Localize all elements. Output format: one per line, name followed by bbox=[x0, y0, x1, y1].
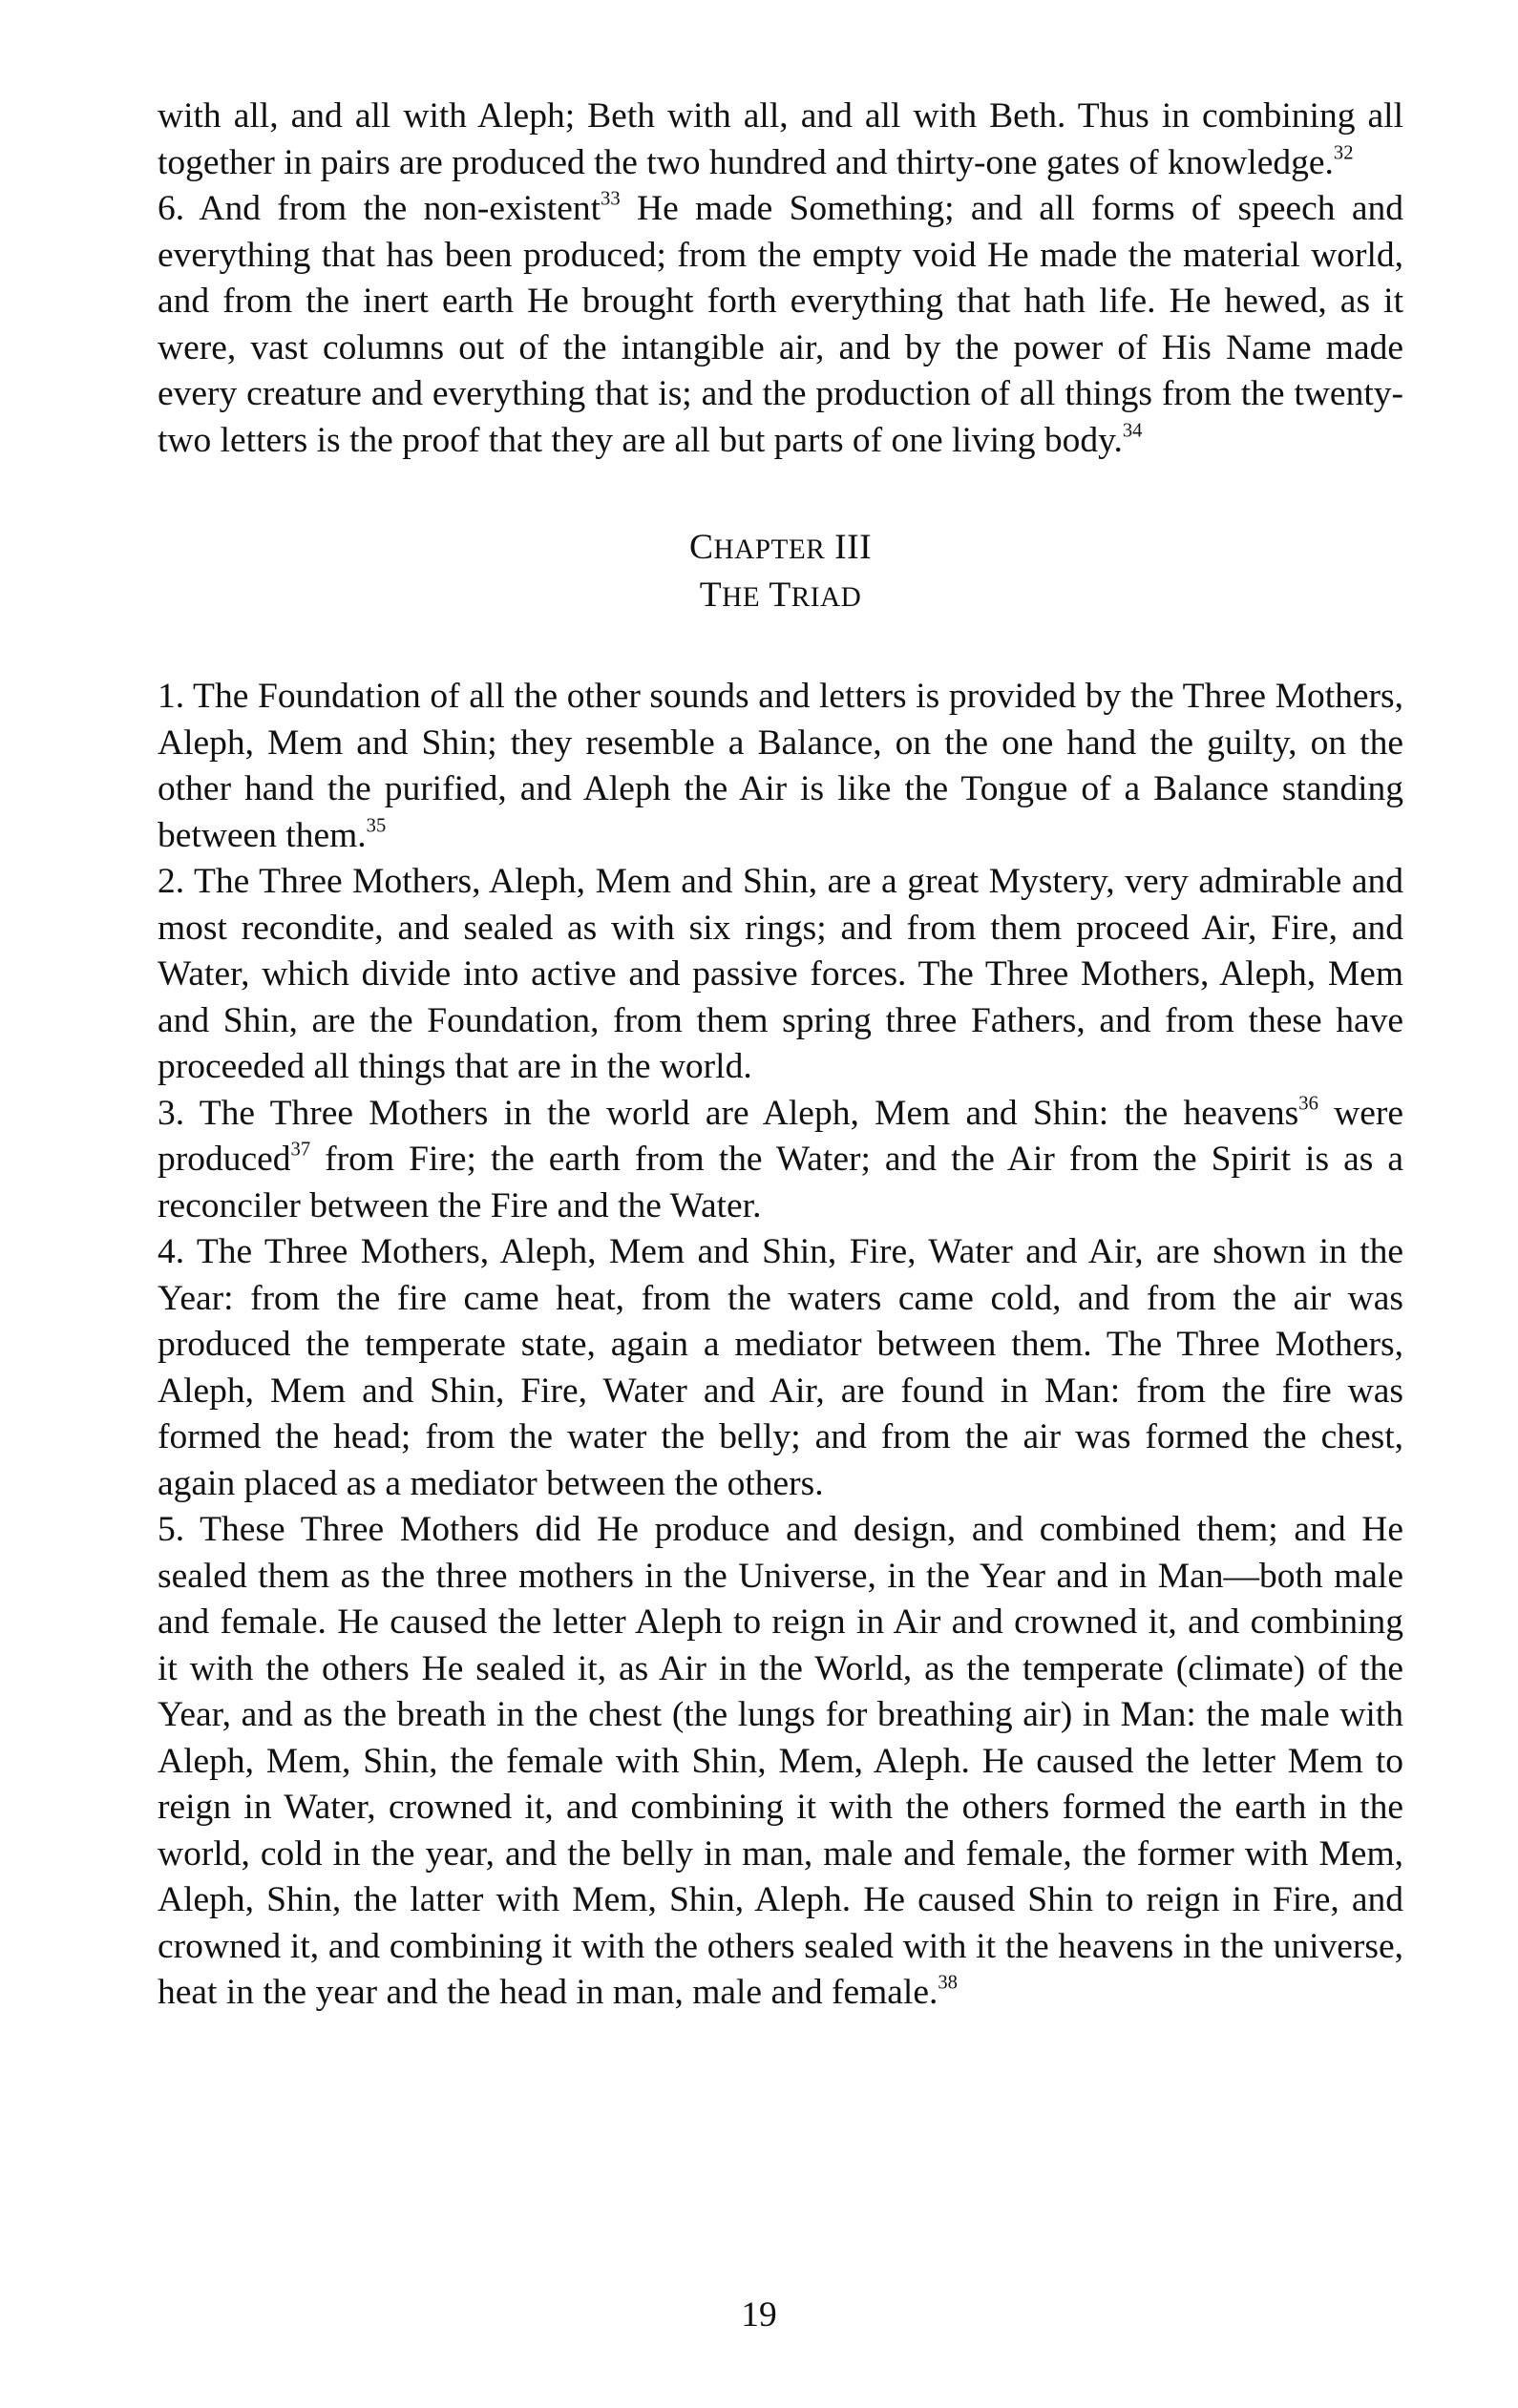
chapter-section bbox=[158, 674, 1403, 2017]
paragraph bbox=[158, 94, 1403, 186]
paragraph bbox=[158, 859, 1403, 1091]
footnote-ref: 35 bbox=[366, 815, 387, 837]
paragraph-text: 6. And from the non-existent bbox=[158, 189, 601, 228]
page-body bbox=[158, 94, 1403, 2017]
top-section bbox=[158, 94, 1403, 464]
paragraph-text: 1. The Foundation of all the other sounds and letters is provided by the Three Mothers, Aleph, Mem and Shin; they resemble a Balance, on the one hand the guilty, on the other hand the purified, and Aleph the Air is like the Tongue of a Balance standing between them. bbox=[158, 677, 1403, 855]
footnote-ref: 38 bbox=[938, 1972, 958, 1994]
footnote-ref: 33 bbox=[601, 188, 621, 210]
paragraph bbox=[158, 1229, 1403, 1507]
chapter-number: CHAPTER III bbox=[688, 528, 873, 567]
paragraph bbox=[158, 186, 1403, 464]
paragraph-text: 2. The Three Mothers, Aleph, Mem and Shin, are a great Mystery, very admirable and most recondite, and sealed as with six rings; and from them proceed Air, Fire, and Water, which divide into active and passive forces. The Three Mothers, Aleph, Mem and Shin, are the Foundation, from them spring three Fathers, and from these have proceeded all things that are in the world. bbox=[158, 862, 1403, 1086]
paragraph-text: with all, and all with Aleph; Beth with all, and all with Beth. Thus in combining all together in pairs are produced the two hundred and thirty-one gates of knowledge. bbox=[158, 96, 1403, 182]
paragraph bbox=[158, 1091, 1403, 1230]
footnote-ref: 32 bbox=[1333, 142, 1354, 164]
footnote-ref: 34 bbox=[1122, 420, 1143, 442]
paragraph bbox=[158, 674, 1403, 859]
chapter-heading bbox=[158, 525, 1403, 620]
footnote-ref: 36 bbox=[1298, 1093, 1318, 1115]
page-number: 19 bbox=[741, 2295, 777, 2335]
paragraph-text: were produced bbox=[158, 1093, 1404, 1179]
paragraph-text: from Fire; the earth from the Water; and the Air from the Spirit is as a reconciler between the Fire and the Water. bbox=[158, 1140, 1403, 1225]
paragraph-text: 5. These Three Mothers did He produce and design, and combined them; and He sealed them as the three mothers in the Universe, in the Year and in Man—both male and female. He caused the letter Aleph to reign in Air and crowned it, and combining it with the others He sealed it, as Air in the World, as the temperate (climate) of the Year, and as the breath in the chest (the lungs for breathing air) in Man: the male with Aleph, Mem, Shin, the female with Shin, Mem, Aleph. He caused the letter Mem to reign in Water, crowned it, and combining it with the others formed the earth in the world, cold in the year, and the belly in man, male and female, the former with Mem, Aleph, Shin, the latter with Mem, Shin, Aleph. He caused Shin to reign in Fire, and crowned it, and combining it with the others sealed with it the heavens in the universe, heat in the year and the head in man, male and female. bbox=[158, 1510, 1403, 2012]
paragraph-text: 3. The Three Mothers in the world are Aleph, Mem and Shin: the heavens bbox=[158, 1093, 1299, 1133]
footnote-ref: 37 bbox=[290, 1139, 311, 1161]
chapter-title: THE TRIAD bbox=[699, 576, 862, 615]
paragraph-text: 4. The Three Mothers, Aleph, Mem and Shin, Fire, Water and Air, are shown in the Year: from the fire came heat, from the waters came cold, and from the air was produced the temperate state, again a mediator between them. The Three Mothers, Aleph, Mem and Shin, Fire, Water and Air, are found in Man: from the fire was formed the head; from the water the belly; and from the air was formed the chest, again placed as a mediator between the others. bbox=[158, 1232, 1403, 1503]
paragraph bbox=[158, 1507, 1403, 2017]
paragraph-text: He made Something; and all forms of speech and everything that has been produced; from the empty void He made the material world, and from the inert earth He brought forth everything that hath life. He hewed, as it were, vast columns out of the intangible air, and by the power of His Name made every creature and everything that is; and the production of all things from the twenty-two letters is the proof that they are all but parts of one living body. bbox=[158, 189, 1403, 460]
